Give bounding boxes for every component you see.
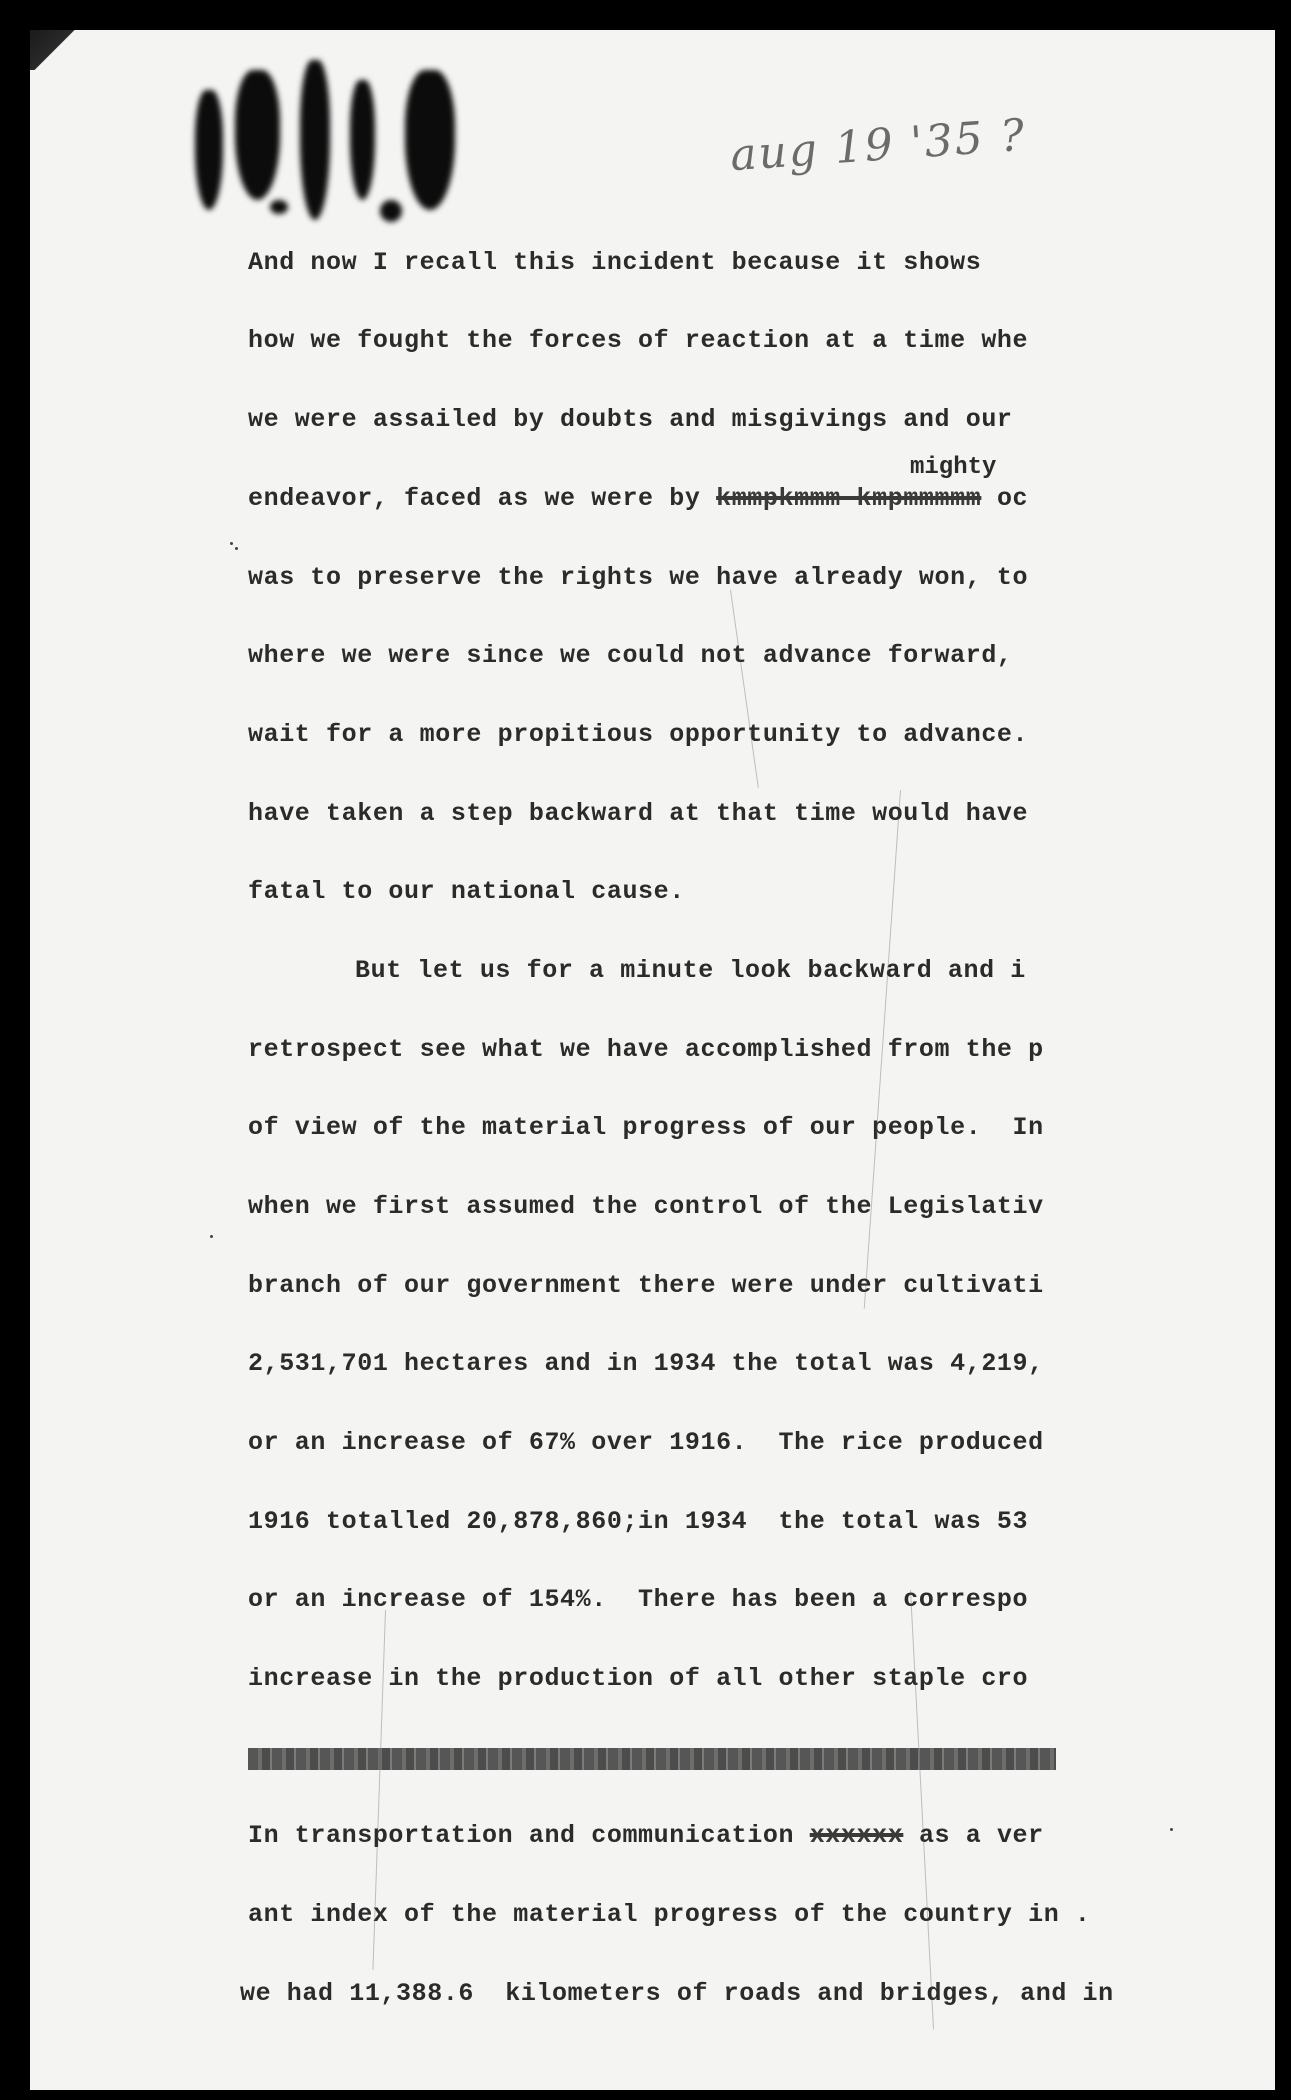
text-line: fatal to our national cause. [248, 877, 685, 906]
text-line [248, 484, 1028, 513]
text-line: wait for a more propitious opportunity to advance. [248, 720, 1029, 749]
ink-smudge [270, 200, 288, 214]
ink-smudge [195, 90, 223, 210]
line-text: as a ver [918, 1821, 1044, 1850]
text-line: ant index of the material progress of the country in . [248, 1900, 1091, 1929]
struck-text: xxxxxx [809, 1821, 904, 1850]
text-line: was to preserve the rights we have already won, to [248, 563, 1029, 592]
text-line: how we fought the forces of reaction at a time whe [248, 326, 1029, 355]
paper-speck [235, 547, 238, 550]
text-line: of view of the material progress of our people. In [248, 1113, 1044, 1142]
text-line: And now I recall this incident because it shows [248, 248, 982, 277]
text-line: increase in the production of all other staple cro [248, 1664, 1029, 1693]
line-text: oc [996, 484, 1029, 513]
struck-text: kmmpkmmm kmpmmmmm [716, 484, 982, 513]
text-line: 2,531,701 hectares and in 1934 the total was 4,219, [248, 1349, 1044, 1378]
handwritten-date-note: aug 19 '35 ? [728, 109, 1028, 182]
text-line: have taken a step backward at that time would have [248, 799, 1029, 828]
page-corner-fold [30, 30, 100, 70]
text-line: 1916 totalled 20,878,860;in 1934 the total was 53 [248, 1507, 1029, 1536]
text-line: or an increase of 154%. There has been a correspo [248, 1585, 1029, 1614]
text-line: we had 11,388.6 kilometers of roads and bridges, and in [240, 1979, 1114, 2008]
document-page [30, 30, 1275, 2090]
text-line: branch of our government there were under cultivati [248, 1271, 1044, 1300]
line-text: endeavor, faced as we were by [248, 484, 701, 513]
paper-speck [210, 1235, 213, 1238]
paper-speck [230, 542, 233, 545]
ink-smudge [235, 70, 280, 200]
ink-smudge [300, 60, 330, 220]
text-line: But let us for a minute look backward and i [355, 956, 1026, 985]
text-line: retrospect see what we have accomplished from the p [248, 1035, 1044, 1064]
text-line: when we first assumed the control of the Legislativ [248, 1192, 1044, 1221]
paper-speck [1170, 1828, 1173, 1831]
interlinear-insertion: mighty [910, 454, 997, 481]
line-text: In transportation and communication [248, 1821, 795, 1850]
ink-smudge [350, 80, 375, 200]
text-line: or an increase of 67% over 1916. The rice produced [248, 1428, 1044, 1457]
struck-out-line [248, 1748, 1056, 1770]
ink-smudge [405, 70, 455, 210]
paper-scratch [910, 1590, 934, 2029]
ink-smudge [380, 200, 402, 222]
text-line: where we were since we could not advance forward, [248, 641, 1013, 670]
paper-scratch [730, 590, 759, 788]
text-line: we were assailed by doubts and misgivings and our [248, 405, 1013, 434]
